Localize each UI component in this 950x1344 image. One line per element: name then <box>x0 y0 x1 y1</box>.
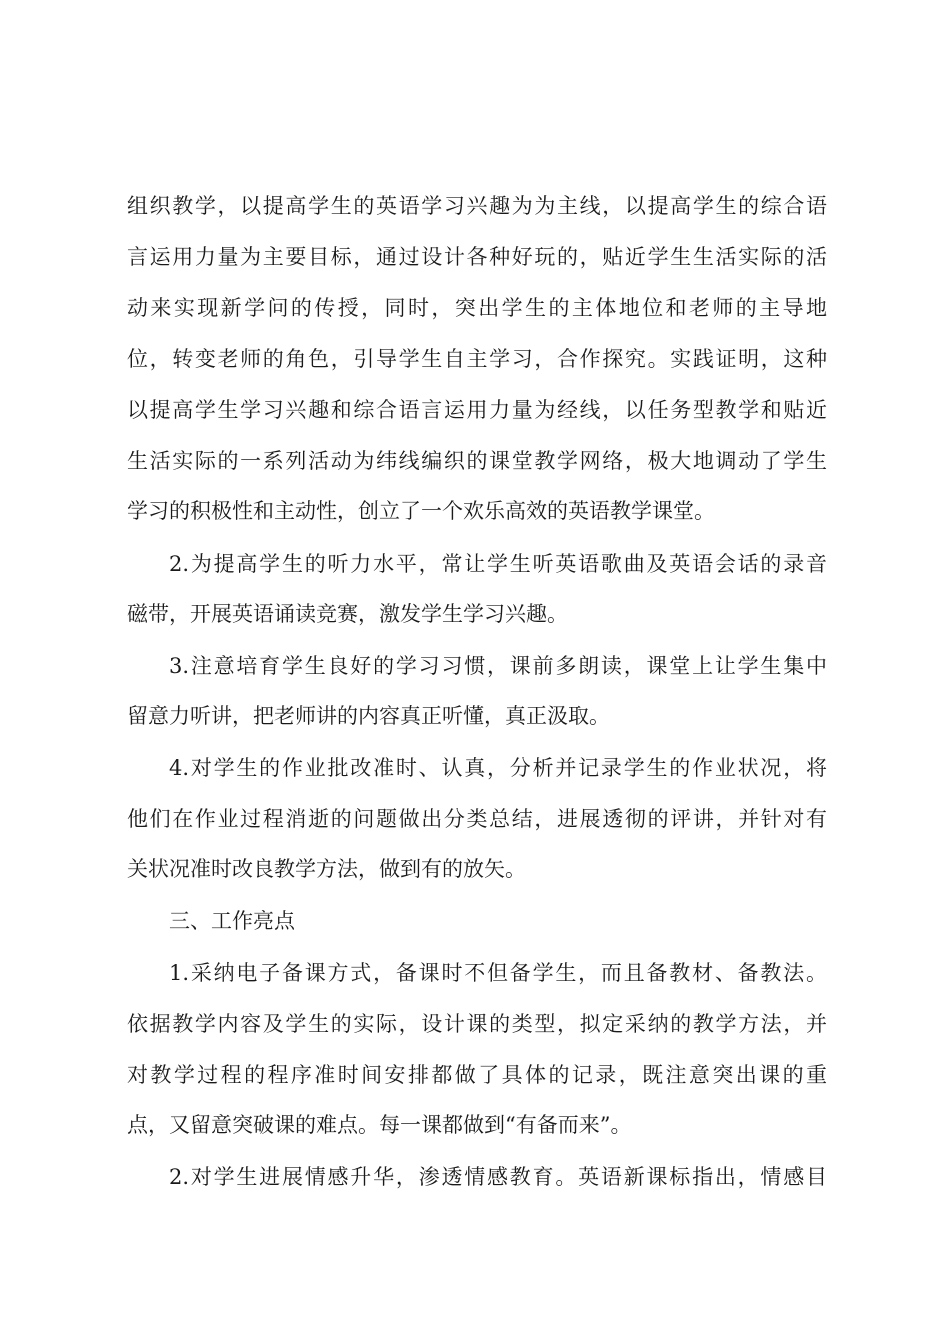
text-line: 点，又留意突破课的难点。每一课都做到“有备而来”。 <box>127 1113 632 1137</box>
paragraph-5-first-line: 1.采纳电子备课方式，备课时不但备学生，而且备教材、备教法。 <box>169 961 827 985</box>
paragraph-2-first-line: 2.为提高学生的听力水平，常让学生听英语歌曲及英语会话的录音 <box>169 552 827 576</box>
text-line: 留意力听讲，把老师讲的内容真正听懂，真正汲取。 <box>127 704 610 728</box>
text-line: 动来实现新学问的传授，同时，突出学生的主体地位和老师的主导地 <box>127 296 827 320</box>
text-line: 对教学过程的程序准时间安排都做了具体的记录，既注意突出课的重 <box>127 1063 827 1087</box>
text-line: 关状况准时改良教学方法，做到有的放矢。 <box>127 857 526 881</box>
text-line: 以提高学生学习兴趣和综合语言运用力量为经线，以任务型教学和贴近 <box>127 398 827 422</box>
text-line: 磁带，开展英语诵读竞赛，激发学生学习兴趣。 <box>127 602 568 626</box>
paragraph-3-first-line: 3.注意培育学生良好的学习习惯，课前多朗读，课堂上让学生集中 <box>169 654 827 678</box>
text-line: 组织教学，以提高学生的英语学习兴趣为为主线，以提高学生的综合语 <box>127 194 827 218</box>
text-line: 学习的积极性和主动性，创立了一个欢乐高效的英语教学课堂。 <box>127 499 715 523</box>
paragraph-6-first-line: 2.对学生进展情感升华，渗透情感教育。英语新课标指出，情感目 <box>169 1165 827 1189</box>
text-line: 位，转变老师的角色，引导学生自主学习，合作探究。实践证明，这种 <box>127 347 827 371</box>
text-line: 生活实际的一系列活动为纬线编织的课堂教学网络，极大地调动了学生 <box>127 449 827 473</box>
section-heading: 三、工作亮点 <box>169 909 295 933</box>
text-line: 言运用力量为主要目标，通过设计各种好玩的，贴近学生生活实际的活 <box>127 245 827 269</box>
text-line: 他们在作业过程消逝的问题做出分类总结，进展透彻的评讲，并针对有 <box>127 807 827 831</box>
paragraph-4-first-line: 4.对学生的作业批改准时、认真，分析并记录学生的作业状况，将 <box>169 756 827 780</box>
text-line: 依据教学内容及学生的实际，设计课的类型，拟定采纳的教学方法，并 <box>127 1012 827 1036</box>
